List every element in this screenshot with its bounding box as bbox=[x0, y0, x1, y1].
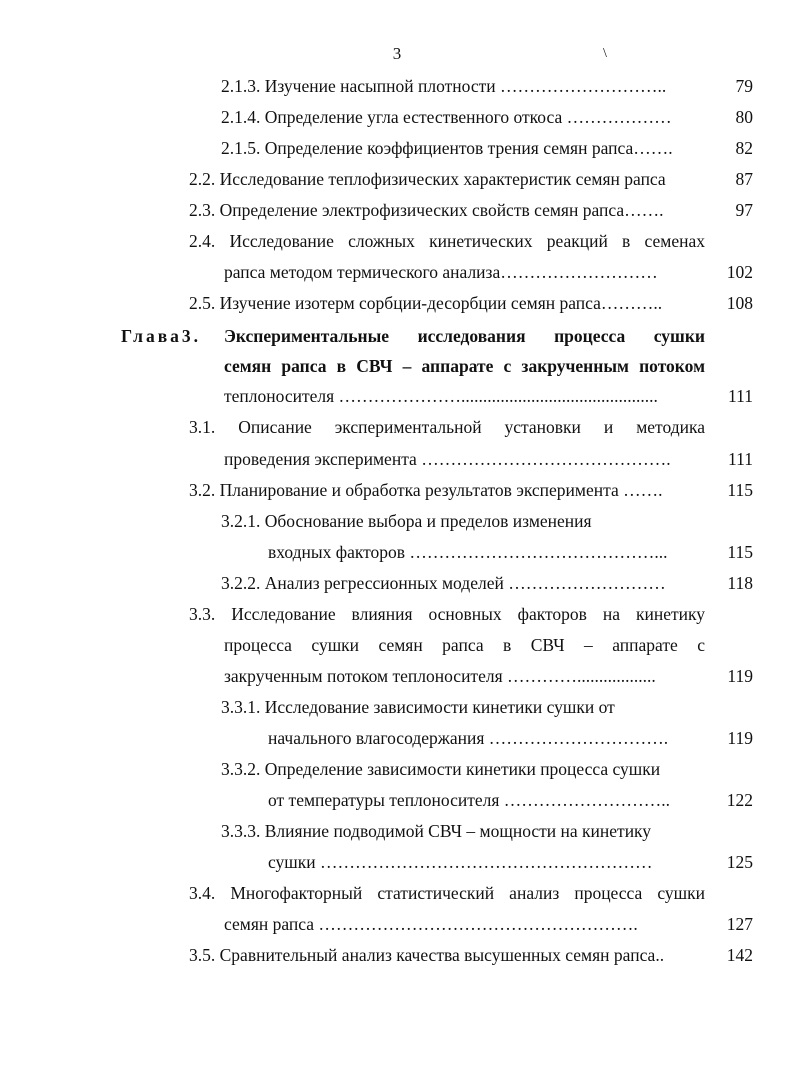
toc-line: 3.1. Описание экспериментальной установки и методика bbox=[189, 417, 705, 437]
toc-page: 122 bbox=[726, 790, 753, 810]
toc-page: 82 bbox=[735, 138, 753, 158]
toc-page: 118 bbox=[727, 573, 753, 593]
toc-page: 119 bbox=[727, 728, 753, 748]
toc-line: 2.5. Изучение изотерм сорбции-десорбции семян рапса……….. bbox=[189, 293, 663, 313]
toc-line: входных факторов ……………………………………... bbox=[268, 542, 668, 562]
toc-page: 102 bbox=[726, 262, 753, 282]
toc-line: 2.1.4. Определение угла естественного откоса ……………… bbox=[221, 107, 672, 127]
toc-page: 80 bbox=[735, 107, 753, 127]
toc-line: 2.2. Исследование теплофизических характеристик семян рапса bbox=[189, 169, 666, 189]
toc-line: семян рапса ………………………………………………. bbox=[224, 914, 638, 934]
toc-line: начального влагосодержания …………………………. bbox=[268, 728, 669, 748]
toc-line: 3.3.1. Исследование зависимости кинетики сушки от bbox=[221, 697, 615, 717]
stray-mark: \ bbox=[603, 46, 607, 61]
chapter-label: Глава3. bbox=[121, 326, 202, 346]
toc-line: 3.2.2. Анализ регрессионных моделей ……………………… bbox=[221, 573, 666, 593]
toc-line: 3.4. Многофакторный статистический анализ процесса сушки bbox=[189, 883, 705, 903]
toc-line: проведения эксперимента ……………………………………. bbox=[224, 449, 671, 469]
toc-line: 3.2. Планирование и обработка результатов эксперимента ……. bbox=[189, 480, 663, 500]
toc-page: 115 bbox=[727, 542, 753, 562]
toc-page: 111 bbox=[728, 386, 753, 406]
toc-line: от температуры теплоносителя ……………………….. bbox=[268, 790, 671, 810]
chapter-title-line: семян рапса в СВЧ – аппарате с закрученным потоком bbox=[224, 356, 705, 376]
page-number: 3 bbox=[392, 44, 402, 63]
toc-line: закрученным потоком теплоносителя ………….................. bbox=[224, 666, 656, 686]
toc-line: рапса методом термического анализа……………………… bbox=[224, 262, 658, 282]
toc-line: сушки ………………………………………………… bbox=[268, 852, 653, 872]
toc-page: 108 bbox=[726, 293, 753, 313]
toc-line: 3.3.2. Определение зависимости кинетики процесса сушки bbox=[221, 759, 661, 779]
toc-page: 87 bbox=[735, 169, 753, 189]
toc-page: 79 bbox=[735, 76, 753, 96]
toc-page: 111 bbox=[728, 449, 753, 469]
toc-line: 3.3. Исследование влияния основных факторов на кинетику bbox=[189, 604, 705, 624]
toc-page: 142 bbox=[726, 945, 753, 965]
toc-line: 3.5. Сравнительный анализ качества высушенных семян рапса.. bbox=[189, 945, 665, 965]
toc-line: 2.1.5. Определение коэффициентов трения семян рапса……. bbox=[221, 138, 673, 158]
toc-line: 3.3.3. Влияние подводимой СВЧ – мощности на кинетику bbox=[221, 821, 652, 841]
toc-page: 125 bbox=[726, 852, 753, 872]
toc-page: 97 bbox=[735, 200, 753, 220]
toc-page: 127 bbox=[726, 914, 753, 934]
toc-line: теплоносителя …………………............................................. bbox=[224, 386, 658, 406]
toc-line: 2.1.3. Изучение насыпной плотности ……………………….. bbox=[221, 76, 667, 96]
toc-page: 115 bbox=[727, 480, 753, 500]
toc-line: 3.2.1. Обоснование выбора и пределов изменения bbox=[221, 511, 592, 531]
toc-page: 119 bbox=[727, 666, 753, 686]
chapter-title-line: Экспериментальные исследования процесса сушки bbox=[224, 326, 705, 346]
toc-line: 2.3. Определение электрофизических свойств семян рапса……. bbox=[189, 200, 664, 220]
toc-line: процесса сушки семян рапса в СВЧ – аппарате с bbox=[224, 635, 705, 655]
toc-line: 2.4. Исследование сложных кинетических реакций в семенах bbox=[189, 231, 705, 251]
